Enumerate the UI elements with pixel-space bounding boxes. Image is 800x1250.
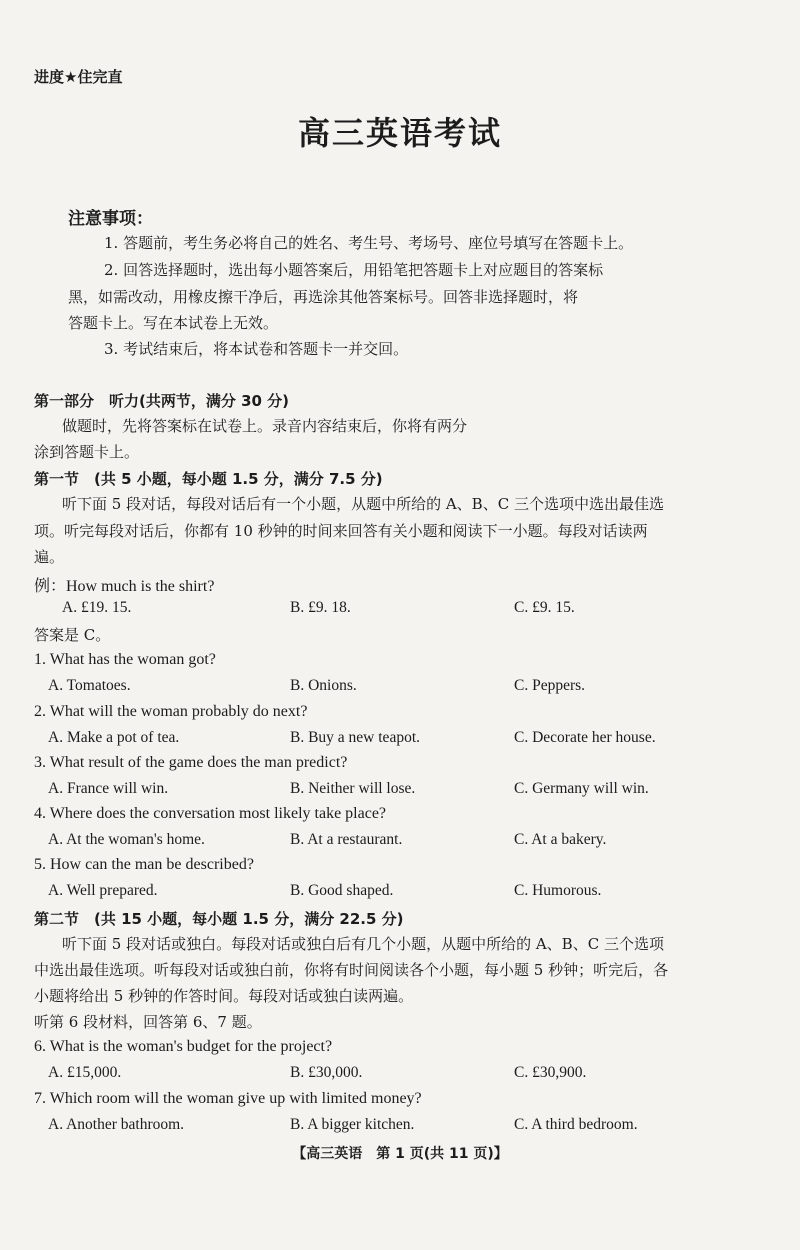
question-3-option-c: C. Germany will win.	[514, 780, 649, 797]
question-7: 7. Which room will the woman give up with limited money?	[34, 1090, 422, 1107]
question-2-option-b: B. Buy a new teapot.	[290, 729, 421, 746]
question-2-option-c: C. Decorate her house.	[514, 729, 656, 746]
section1-instr-line-2: 项。听完每段对话后，你都有 10 秒钟的时间来回答有关小题和阅读下一小题。每段对话读两	[34, 522, 648, 540]
example-answer: 答案是 C。	[34, 626, 111, 644]
notice-heading: 注意事项：	[68, 209, 153, 229]
question-5: 5. How can the man be described?	[34, 856, 254, 873]
question-5-option-c: C. Humorous.	[514, 882, 602, 899]
notice-item-1: 1. 答题前，考生务必将自己的姓名、考生号、考场号、座位号填写在答题卡上。	[104, 234, 634, 252]
section2-instr-line-3: 小题将给出 5 秒钟的作答时间。每段对话或独白读两遍。	[34, 987, 414, 1005]
header-tag: 进度★住完直	[34, 68, 123, 86]
example-option-c: C. £9. 15.	[514, 599, 575, 616]
question-6-option-c: C. £30,900.	[514, 1064, 587, 1081]
notice-item-2-line-2: 黑，如需改动，用橡皮擦干净后，再选涂其他答案标号。回答非选择题时，将	[68, 288, 579, 306]
question-5-option-b: B. Good shaped.	[290, 882, 394, 899]
question-7-option-a: A. Another bathroom.	[48, 1116, 185, 1133]
part1-intro-line-1: 做题时，先将答案标在试卷上。录音内容结束后，你将有两分	[62, 417, 468, 435]
question-4: 4. Where does the conversation most likely take place?	[34, 805, 387, 822]
notice-item-2-line-1: 2. 回答选择题时，选出每小题答案后，用铅笔把答题卡上对应题目的答案标	[104, 261, 604, 279]
question-5-option-a: A. Well prepared.	[48, 882, 158, 899]
example-question: 例：How much is the shirt?	[34, 578, 215, 595]
section2-heading: 第二节 (共 15 小题，每小题 1.5 分，满分 22.5 分)	[34, 910, 404, 928]
question-3-option-a: A. France will win.	[48, 780, 169, 797]
question-2: 2. What will the woman probably do next?	[34, 703, 308, 720]
question-4-option-c: C. At a bakery.	[514, 831, 607, 848]
page-footer: 【高三英语 第 1 页(共 11 页)】	[292, 1146, 508, 1162]
question-4-option-b: B. At a restaurant.	[290, 831, 403, 848]
question-6-option-a: A. £15,000.	[48, 1064, 122, 1081]
question-6-option-b: B. £30,000.	[290, 1064, 363, 1081]
example-option-b: B. £9. 18.	[290, 599, 351, 616]
part1-intro-line-2: 涂到答题卡上。	[34, 443, 140, 461]
question-3-option-b: B. Neither will lose.	[290, 780, 416, 797]
notice-item-3: 3. 考试结束后，将本试卷和答题卡一并交回。	[104, 340, 409, 358]
example-option-a: A. £19. 15.	[62, 599, 132, 616]
section1-instr-line-3: 遍。	[34, 548, 65, 566]
question-1-option-b: B. Onions.	[290, 677, 357, 694]
question-4-option-a: A. At the woman's home.	[48, 831, 205, 848]
question-1: 1. What has the woman got?	[34, 651, 216, 668]
section1-instr-line-1: 听下面 5 段对话，每段对话后有一个小题，从题中所给的 A、B、C 三个选项中选出最佳选	[62, 495, 664, 513]
part1-heading: 第一部分 听力(共两节，满分 30 分)	[34, 392, 290, 410]
section1-heading: 第一节 (共 5 小题，每小题 1.5 分，满分 7.5 分)	[34, 470, 383, 488]
question-1-option-c: C. Peppers.	[514, 677, 586, 694]
section2-instr-line-2: 中选出最佳选项。听每段对话或独白前，你将有时间阅读各个小题，每小题 5 秒钟；听完后，各	[34, 961, 669, 979]
section2-sub-heading: 听第 6 段材料，回答第 6、7 题。	[34, 1013, 262, 1031]
question-3: 3. What result of the game does the man predict?	[34, 754, 348, 771]
question-2-option-a: A. Make a pot of tea.	[48, 729, 180, 746]
question-1-option-a: A. Tomatoes.	[48, 677, 131, 694]
question-7-option-c: C. A third bedroom.	[514, 1116, 638, 1133]
notice-item-2-line-3: 答题卡上。写在本试卷上无效。	[68, 314, 279, 332]
question-7-option-b: B. A bigger kitchen.	[290, 1116, 415, 1133]
page-title: 高三英语考试	[297, 114, 502, 152]
section2-instr-line-1: 听下面 5 段对话或独白。每段对话或独白后有几个小题，从题中所给的 A、B、C 三个选项	[62, 935, 664, 953]
question-6: 6. What is the woman's budget for the project?	[34, 1038, 333, 1055]
